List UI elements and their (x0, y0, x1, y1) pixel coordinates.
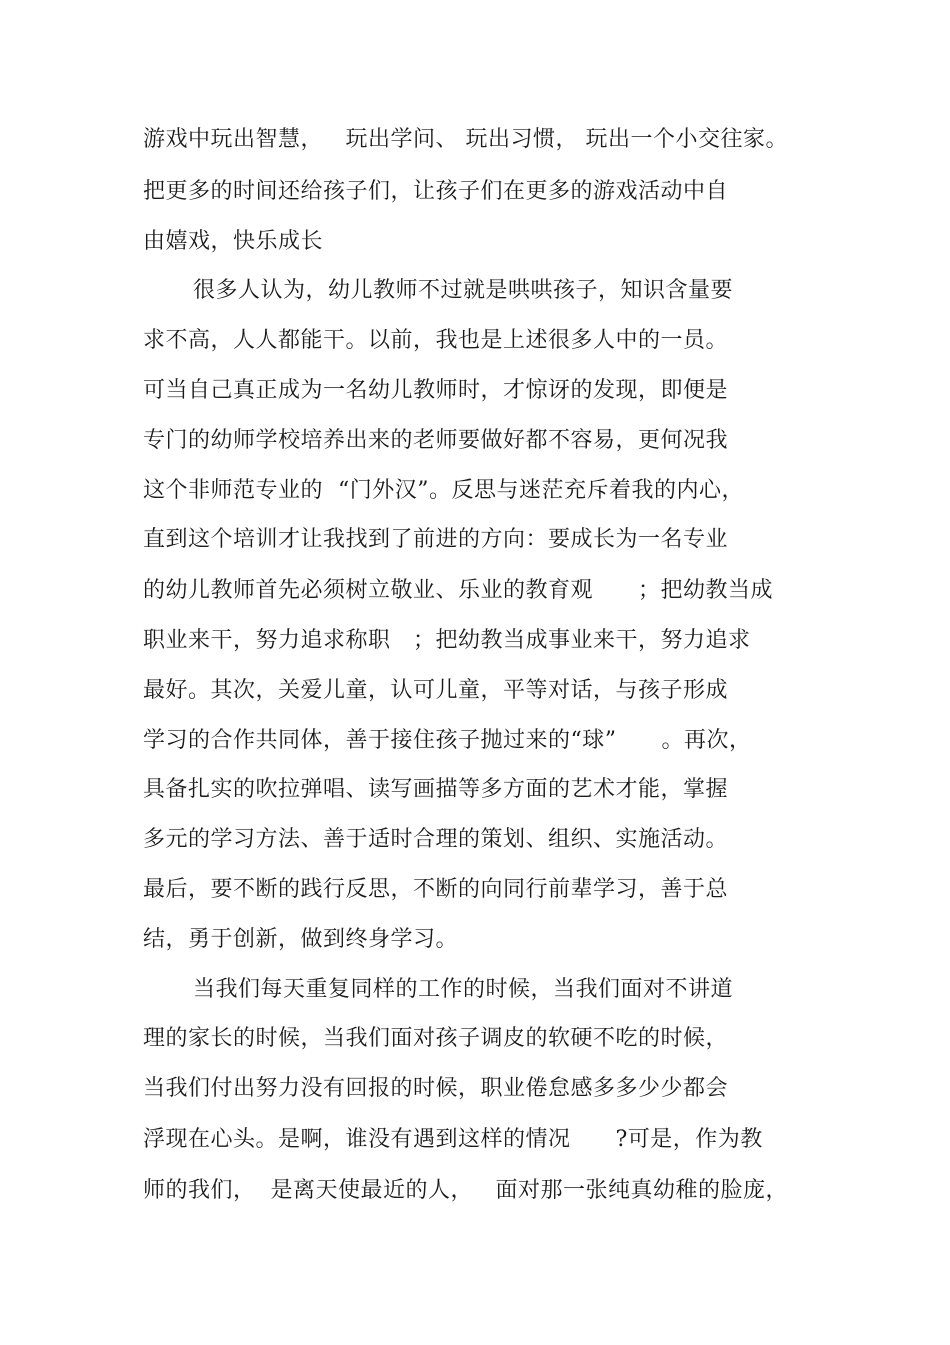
text-line: 求不高，人人都能干。以前，我也是上述很多人中的一员。 (143, 328, 729, 353)
text-line: 这个非师范专业的 “门外汉”。反思与迷茫充斥着我的内心， (143, 478, 744, 503)
text-line: 当我们付出努力没有回报的时候，职业倦怠感多多少少都会 (143, 1076, 729, 1101)
text-line: 职业来干，努力追求称职 ；把幼教当成事业来干，努力追求 (143, 628, 751, 653)
text-line: 直到这个培训才让我找到了前进的方向：要成长为一名专业 (143, 527, 729, 552)
text-line: 多元的学习方法、善于适时合理的策划、组织、实施活动。 (143, 827, 729, 852)
text-line: 最后，要不断的践行反思，不断的向同行前辈学习，善于总 (143, 877, 729, 902)
paragraph-first-line: 很多人认为，幼儿教师不过就是哄哄孩子，知识含量要 (193, 278, 734, 303)
text-line: 浮现在心头。是啊，谁没有遇到这样的情况 ?可是，作为教 (143, 1127, 763, 1152)
text-line: 具备扎实的吹拉弹唱、读写画描等多方面的艺术才能，掌握 (143, 777, 729, 802)
text-line: 可当自己真正成为一名幼儿教师时，才惊讶的发现，即便是 (143, 378, 729, 403)
text-line: 理的家长的时候，当我们面对孩子调皮的软硬不吃的时候， (143, 1026, 729, 1051)
text-line: 师的我们， 是离天使最近的人， 面对那一张纯真幼稚的脸庞， (143, 1178, 788, 1203)
text-line: 的幼儿教师首先必须树立敬业、乐业的教育观 ；把幼教当成 (143, 578, 773, 603)
paragraph-first-line: 当我们每天重复同样的工作的时候，当我们面对不讲道 (193, 977, 734, 1002)
text-line: 学习的合作共同体，善于接住孩子抛过来的“球” 。再次， (143, 728, 752, 753)
text-line: 把更多的时间还给孩子们，让孩子们在更多的游戏活动中自 (143, 179, 729, 204)
text-line: 结，勇于创新，做到终身学习。 (143, 927, 459, 952)
text-line: 最好。其次，关爱儿童，认可儿童，平等对话，与孩子形成 (143, 678, 729, 703)
text-line: 专门的幼师学校培养出来的老师要做好都不容易，更何况我 (143, 428, 729, 453)
text-line: 游戏中玩出智慧， 玩出学问、 玩出习惯， 玩出一个小交往家。 (143, 127, 788, 152)
text-line: 由嬉戏，快乐成长 (143, 229, 324, 254)
